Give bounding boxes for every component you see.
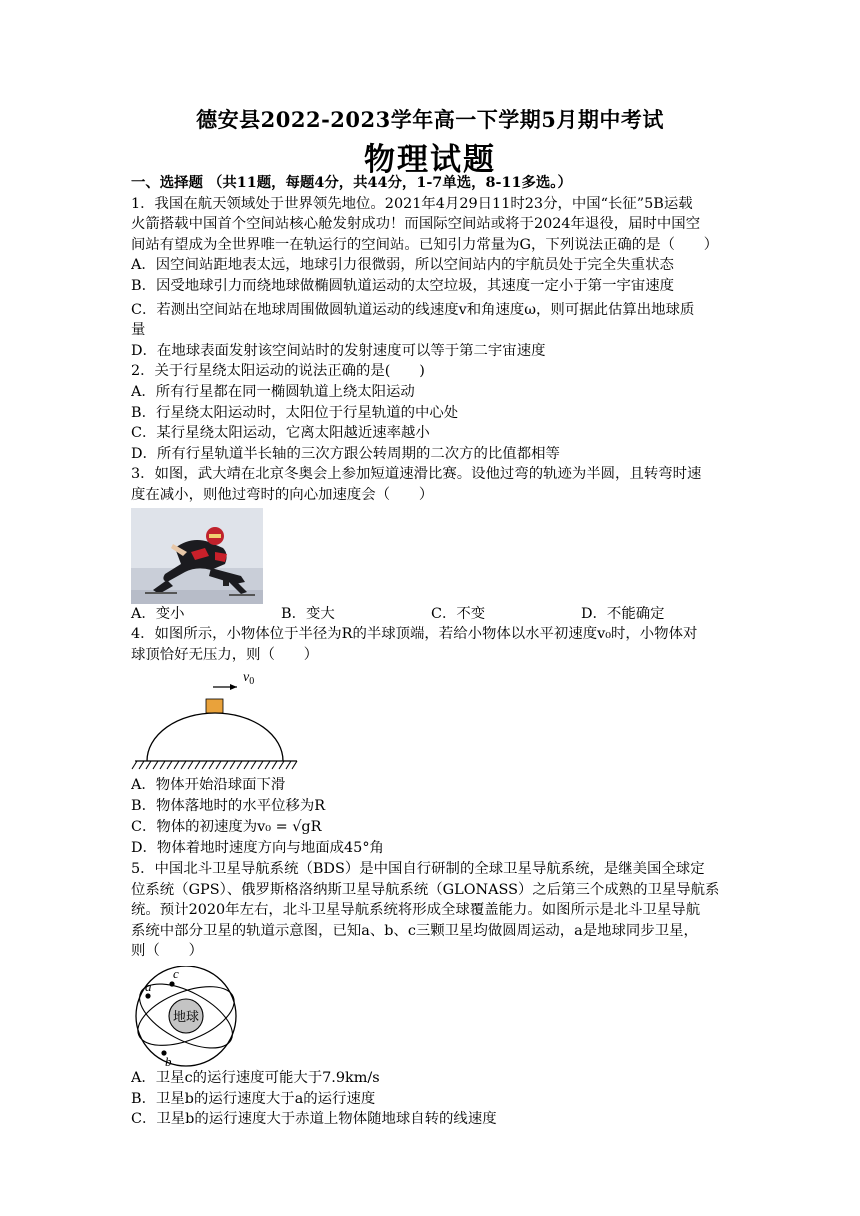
question-5 [131,859,731,1130]
ground-hatching [132,761,297,769]
q1-option-c: C．若测出空间站在地球周围做圆轨道运动的线速度v和角速度ω，则可据此估算出地球质 [131,301,695,318]
q1-stem-line: 间站有望成为全世界唯一在轨运行的空间站。已知引力常量为G，下列说法正确的是（ ） [131,236,719,253]
question-3 [131,464,731,624]
q5-option-a: A．卫星c的运行速度可能大于7.9km/s [131,1070,380,1087]
exam-content [131,173,731,1130]
q4-option-b: B．物体落地时的水平位移为R [131,797,326,814]
subject-title: 物理试题 [364,142,496,178]
section-heading: 一、选择题 （共11题，每题4分，共44分，1-7单选，8-11多选。） [131,174,572,191]
q1-option-d: D．在地球表面发射该空间站时的发射速度可以等于第二宇宙速度 [131,342,546,359]
satellite-orbit-diagram [131,966,241,1068]
q5-stem-line: 系统中部分卫星的轨道示意图，已知a、b、c三颗卫星均做圆周运动，a是地球同步卫星， [131,922,698,939]
velocity-label: $v_0$ [243,670,255,688]
hemisphere-diagram [131,665,303,775]
q5-option-b: B．卫星b的运行速度大于a的运行速度 [131,1090,376,1107]
q2-option-c: C．某行星绕太阳运动，它离太阳越近速率越小 [131,425,430,442]
question-1 [131,194,731,362]
small-object [206,699,223,713]
q3-stem-line: 度在减小，则他过弯时的向心加速度会（ ） [131,486,434,503]
arrow-right-icon [230,684,237,690]
earth-label: 地球 [172,1010,200,1026]
q4-option-a: A．物体开始沿球面下滑 [131,777,286,794]
q4-stem-line: 球顶恰好无压力，则（ ） [131,646,319,663]
question-2 [131,361,731,464]
q5-stem-line: 则（ ） [131,943,203,960]
q1-stem-line: 1．我国在航天领域处于世界领先地位。2021年4月29日11时23分，中国“长征”5B运载 [131,195,693,212]
q3-options [131,604,731,625]
q5-stem-line: 位系统（GPS）、俄罗斯格洛纳斯卫星导航系统（GLONASS）之后第三个成熟的卫星导航系 [131,881,720,898]
satellite-c-label: c [173,966,179,982]
q3-option-d: D．不能确定 [581,605,665,622]
q5-option-c: C．卫星b的运行速度大于赤道上物体随地球自转的线速度 [131,1111,497,1128]
q1-option-c-cont: 量 [131,322,146,339]
q4-option-c: C．物体的初速度为v₀ = √gR [131,819,322,836]
q2-option-a: A．所有行星都在同一椭圆轨道上绕太阳运动 [131,383,415,400]
speed-skater-photo [131,508,263,604]
question-4 [131,624,731,859]
q3-option-a: A．变小 [131,605,185,622]
satellite-a-label: a [145,979,152,995]
q1-option-b: B．因受地球引力而绕地球做椭圆轨道运动的太空垃圾，其速度一定小于第一宇宙速度 [131,277,675,294]
satellite-a [145,993,150,998]
q2-stem: 2．关于行星绕太阳运动的说法正确的是( ) [131,363,425,380]
q1-stem-line: 火箭搭载中国首个空间站核心舱发射成功！而国际空间站或将于2024年退役，届时中国空 [131,216,701,233]
q3-option-c: C．不变 [431,605,486,622]
exam-title: 德安县2022-2023学年高一下学期5月期中考试 [196,107,664,132]
q2-option-b: B．行星绕太阳运动时，太阳位于行星轨道的中心处 [131,404,459,421]
q3-stem-line: 3．如图，武大靖在北京冬奥会上参加短道速滑比赛。设他过弯的轨迹为半圆，且转弯时速 [131,466,702,483]
satellite-b-label: b [165,1054,172,1069]
hemisphere-outline [147,713,283,761]
q4-stem-line: 4．如图所示，小物体位于半径为R的半球顶端，若给小物体以水平初速度v₀时，小物体对 [131,626,698,643]
q1-option-a: A．因空间站距地表太远，地球引力很微弱，所以空间站内的宇航员处于完全失重状态 [131,257,674,274]
q5-stem-line: 5．中国北斗卫星导航系统（BDS）是中国自行研制的全球卫星导航系统，是继美国全球定 [131,861,705,878]
q3-option-b: B．变大 [281,605,335,622]
q4-option-d: D．物体着地时速度方向与地面成45°角 [131,840,384,857]
q2-option-d: D．所有行星轨道半长轴的三次方跟公转周期的二次方的比值都相等 [131,445,560,462]
satellite-c [169,981,174,986]
q5-stem-line: 统。预计2020年左右，北斗卫星导航系统将形成全球覆盖能力。如图所示是北斗卫星导航 [131,902,701,919]
